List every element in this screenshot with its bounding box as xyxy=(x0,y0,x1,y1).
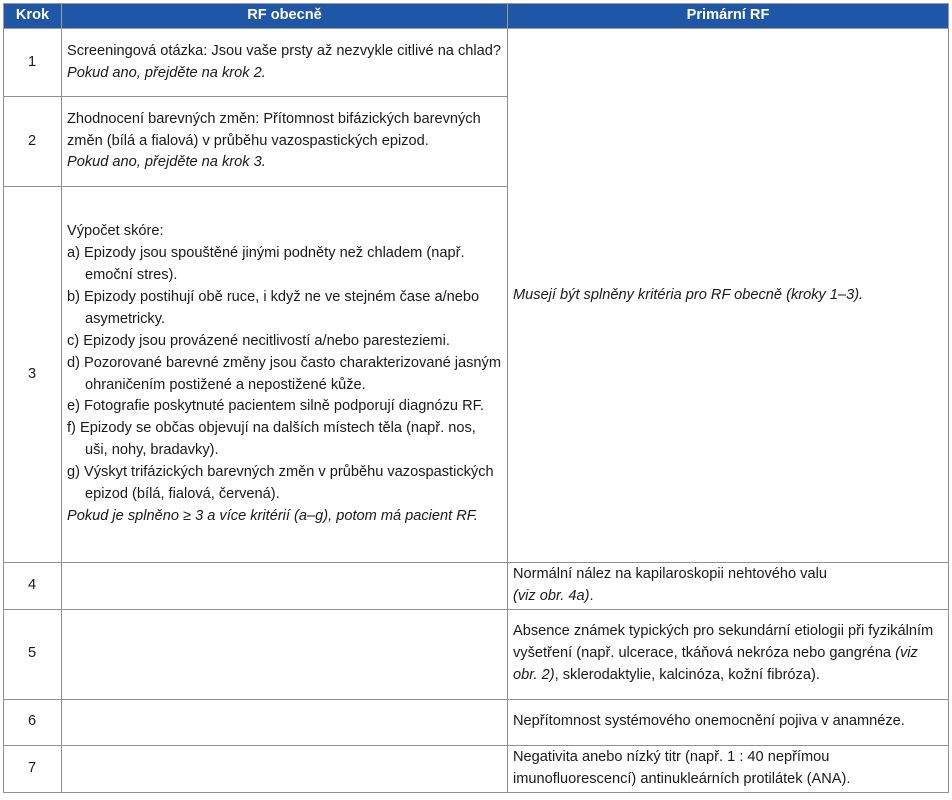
general-rf-cell-empty xyxy=(62,609,508,699)
primary-rf-cell xyxy=(508,745,949,792)
figure-reference: (viz obr. 4a) xyxy=(513,587,590,604)
header-row xyxy=(4,4,949,29)
criterion-text: Screeningová otázka: Jsou vaše prsty až nezvykle citlivé na chlad? xyxy=(67,42,501,59)
primary-rf-merged-text: Musejí být splněny kritéria pro RF obecně (kroky 1–3). xyxy=(513,286,864,303)
primary-tail: , sklerodaktylie, kalcinóza, kožní fibróza). xyxy=(554,667,820,684)
score-item-f: f) Epizody se občas objevují na dalších místech těla (např. nos, uši, nohy, bradavky). xyxy=(67,420,476,459)
table-row xyxy=(4,609,949,699)
criterion-note: Pokud je splněno ≥ 3 a více kritérií (a–g), potom má pacient RF. xyxy=(67,507,478,524)
score-item-a: a) Epizody jsou spouštěné jinými podněty než chladem (např. emoční stres). xyxy=(67,245,465,283)
general-rf-cell-empty xyxy=(62,745,508,792)
primary-text: Nepřítomnost systémového onemocnění pojiva v anamnéze. xyxy=(513,713,905,730)
table-row xyxy=(4,29,949,97)
primary-rf-cell xyxy=(508,699,949,745)
step-number: 3 xyxy=(4,187,62,563)
general-rf-cell xyxy=(62,29,508,97)
criteria-table xyxy=(3,3,949,793)
primary-text: Negativita anebo nízký titr (např. 1 : 40 nepřímou imunofluorescencí) antinukleárních protilátek (ANA). xyxy=(513,748,851,787)
primary-text: Absence známek typických pro sekundární etiologii při fyzikálním vyšetření (např. ulcerace, tkáňová nekróza nebo gangréna xyxy=(513,623,934,662)
criterion-text: Zhodnocení barevných změn: Přítomnost bifázických barevných změn (bílá a fialová) v průběhu vazospastických epizod. xyxy=(67,110,481,149)
score-item-d: d) Pozorované barevné změny jsou často charakterizované jasným ohraničením postižené a nepostižené kůže. xyxy=(67,354,501,393)
primary-rf-merged-cell xyxy=(508,29,949,563)
score-item-g: g) Výskyt trifázických barevných změn v průběhu vazospastických epizod (bílá, fialová, červená). xyxy=(67,464,494,503)
primary-rf-cell xyxy=(508,609,949,699)
step-number: 6 xyxy=(4,699,62,745)
header-step: Krok xyxy=(4,4,62,29)
primary-rf-cell xyxy=(508,563,949,610)
general-rf-cell-empty xyxy=(62,563,508,610)
table-row xyxy=(4,563,949,610)
table-row xyxy=(4,745,949,792)
score-item-e: e) Fotografie poskytnuté pacientem silně podporují diagnózu RF. xyxy=(67,398,484,415)
step-number: 1 xyxy=(4,29,62,97)
general-rf-cell-empty xyxy=(62,699,508,745)
primary-text: Normální nález na kapilaroskopii nehtového valu xyxy=(513,566,827,582)
step-number: 5 xyxy=(4,609,62,699)
criterion-note: Pokud ano, přejděte na krok 2. xyxy=(67,64,266,81)
criterion-note: Pokud ano, přejděte na krok 3. xyxy=(67,154,266,171)
primary-tail: . xyxy=(589,587,594,604)
header-primary-rf: Primární RF xyxy=(508,4,949,29)
general-rf-cell xyxy=(62,187,508,563)
header-general-rf: RF obecně xyxy=(62,4,508,29)
step-number: 7 xyxy=(4,745,62,792)
score-item-b: b) Epizody postihují obě ruce, i když ne ve stejném čase a/nebo asymetricky. xyxy=(67,288,480,327)
step-number: 2 xyxy=(4,97,62,187)
score-title: Výpočet skóre: xyxy=(67,223,164,240)
step-number: 4 xyxy=(4,563,62,610)
score-item-c: c) Epizody jsou provázené necitlivostí a/nebo paresteziemi. xyxy=(67,332,450,349)
general-rf-cell xyxy=(62,97,508,187)
table-row xyxy=(4,699,949,745)
figure-reference: (viz obr. 2) xyxy=(513,645,918,684)
